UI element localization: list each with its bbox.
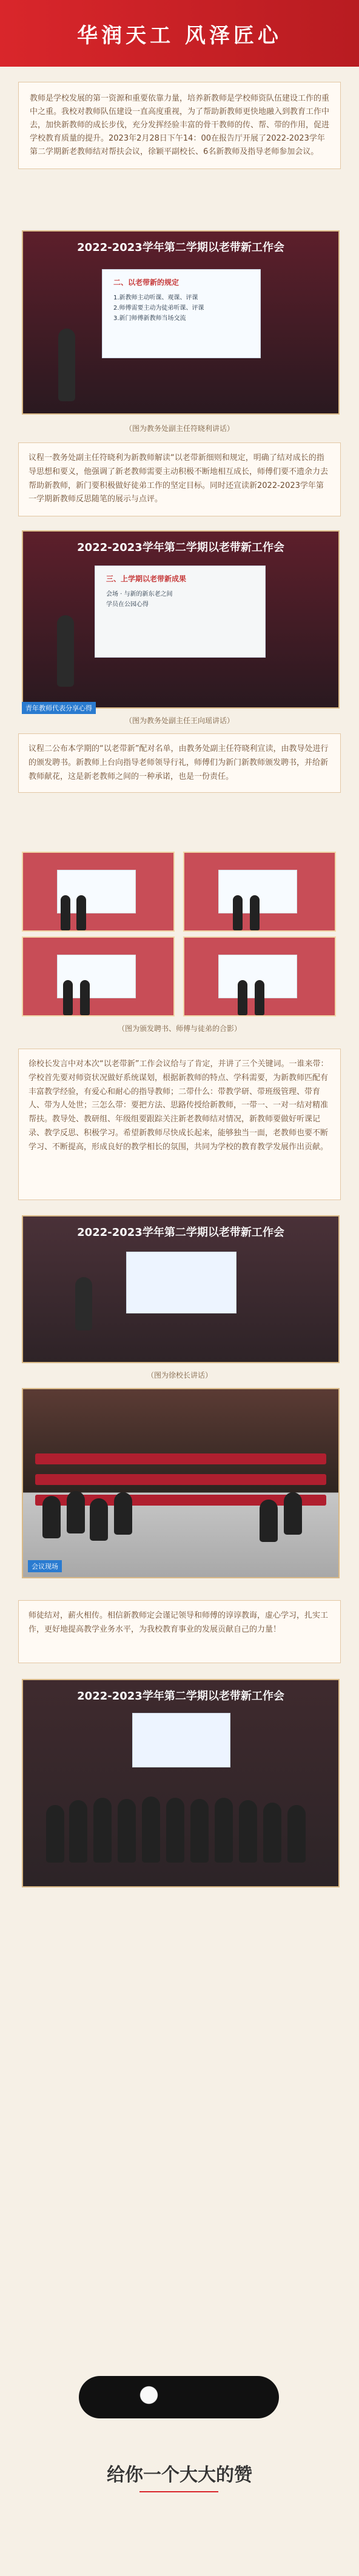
photo-1-line: 1.新教师主动听课、观课、评课	[113, 295, 198, 301]
group-member	[142, 1797, 160, 1863]
grid-person	[250, 895, 260, 930]
group-member	[263, 1803, 281, 1863]
photo-2-banner: 2022-2023学年第二学期以老带新工作会	[77, 541, 284, 554]
closing-text: 师徒结对，薪火相传。相信新教师定会谨记领导和师傅的谆谆教诲，虚心学习，扎实工作，更好地提高教学业务水平，为我校教育事业的发展贡献自己的力量！	[29, 1611, 329, 1634]
photo-1-line: 3.新门师傅新教师当场交流	[113, 315, 186, 322]
speech-screen	[126, 1252, 237, 1313]
intro-text: 教师是学校发展的第一资源和重要依靠力量，培养新教师是学校师资队伍建设工作的重中之重。我校对教师队伍建设一直高度重视，为了帮助新教师更快地融入到教育工作中去，加快新教师的成长步伐，充分发挥经验丰富的骨干教师的传、帮、带的作用，促进学校教育质量的提升。2023年2月28日下午14：00在报告厅开展了2022-2023学年第二学期新老教师结对帮扶会议，徐颖平副校长、6名新教师及指导老师参加会议。	[30, 94, 330, 157]
group-member	[215, 1798, 233, 1863]
attendee	[42, 1496, 61, 1538]
group-member	[46, 1805, 64, 1863]
footer-text: 给你一个大大的赞	[107, 2464, 252, 2486]
grid-person	[80, 980, 90, 1015]
group-photo	[22, 1679, 340, 1887]
photo-1-screen-lines	[113, 293, 204, 324]
photo-2-line: 会场 · 与新的新东老之间	[106, 591, 173, 598]
cartoon-image	[79, 2376, 279, 2418]
photo-1-line: 2.师傅需要主动为徒弟听课、评课	[113, 305, 204, 312]
photo-2-tag: 青年教师代表分享心得	[22, 702, 96, 714]
speaker-figure	[57, 615, 74, 687]
group-member	[93, 1798, 112, 1863]
grid-photo	[22, 936, 175, 1016]
attendee	[260, 1500, 278, 1542]
grid-photo	[22, 852, 175, 932]
attendee	[67, 1491, 85, 1533]
speech-text: 徐校长发言中对本次“以老带新”工作会议给与了肯定，并讲了三个关键词。一谁来带：学校首先要对师资状况做好系统谋划，根据新教师的特点、学科需要，为新教师匹配有丰富教学经验，有爱心和耐心的指导教师；二带什么：带教学研、带班级管理、带育人、带为人处世；三怎么带：要把方法、思路传授给新教师，一带一、一对一结对精准帮扶。教导处、教研组、年级组要跟踪关注新老教师结对情况，新教师要做好听课记录、教学反思、积极学习。希望新教师尽快成长起来，能够独当一面，老教师也要不断学习、不断提高，形成良好的教学相长的氛围，共同为学校的教育教学发展作出贡献。	[29, 1059, 329, 1152]
photo-2-caption: （图为教务处副主任王向瑶讲话）	[124, 716, 234, 725]
seat-row	[35, 1453, 326, 1464]
speaker-figure	[75, 1277, 92, 1330]
intro-box	[18, 82, 341, 169]
block-3-text: 议程二公布本学期的“以老带新”配对名单，由教务处副主任符晓利宣读，由教导处进行的颁发聘书。新教师上台向指导老师领导行礼，师傅们为新门新教师颁发聘书，并给新教师献花，这是新老教师之间的一种承诺，也是一份责任。	[29, 744, 329, 781]
group-member	[118, 1799, 136, 1863]
attendee	[114, 1492, 132, 1535]
page-header	[0, 0, 359, 67]
attendee	[284, 1492, 302, 1535]
photo-2-screen-lines	[106, 589, 173, 610]
grid-person	[255, 980, 264, 1015]
speaker-figure	[58, 329, 75, 401]
photo-1-caption: （图为教务处副主任符晓利讲话）	[124, 424, 234, 433]
grid-photo	[183, 852, 336, 932]
group-member	[166, 1798, 184, 1863]
footer-underline	[139, 2491, 218, 2492]
speech-photo	[22, 1215, 340, 1363]
photo-2-line: 学员在公园心得	[106, 601, 149, 608]
speech-text-box	[18, 1049, 341, 1200]
group-member	[287, 1805, 306, 1863]
grid-photo	[183, 936, 336, 1016]
group-member	[190, 1799, 209, 1863]
block-3-text-box	[18, 733, 341, 793]
grid-person	[238, 980, 247, 1015]
grid-person	[61, 895, 70, 930]
photo-2-screen	[95, 566, 266, 658]
page-title: 华润天工 风泽匠心	[77, 23, 282, 48]
block-2-text-box	[18, 442, 341, 516]
grid-person	[233, 895, 243, 930]
speech-photo-banner: 2022-2023学年第二学期以老带新工作会	[77, 1226, 284, 1239]
photo-1-screen-title: 二、以老带新的规定	[113, 278, 180, 287]
photo-1-screen	[102, 269, 261, 358]
group-photo-banner: 2022-2023学年第二学期以老带新工作会	[77, 1690, 284, 1703]
closing-text-box	[18, 1600, 341, 1663]
block-2-text: 议程一教务处副主任符晓利为新教师解读“以老带新细则和规定，明确了结对成长的指导思想和要义，他强调了新老教师需要主动积极不断地相互成长，师傅们要不遗余力去帮助新教师，新门要积极做好徒弟工作的坚定目标。同时还宣读新2022-2023学年第一学期新教师反思随笔的展示与点评。	[29, 453, 329, 504]
speech-caption: （图为徐校长讲话）	[146, 1371, 212, 1380]
group-screen	[132, 1713, 230, 1767]
attendee	[90, 1498, 108, 1541]
photo-1-banner: 2022-2023学年第二学期以老带新工作会	[77, 241, 284, 254]
seat-row	[35, 1474, 326, 1485]
group-member	[239, 1800, 257, 1863]
grid-caption: （图为颁发聘书、师傅与徒弟的合影）	[117, 1024, 241, 1033]
photo-grid	[22, 852, 337, 1015]
grid-person	[76, 895, 86, 930]
photo-2	[22, 530, 340, 709]
photo-1	[22, 230, 340, 415]
photo-2-screen-title: 三、上学期以老带新成果	[106, 575, 187, 583]
room-label: 会议现场	[28, 1560, 62, 1572]
grid-person	[63, 980, 73, 1015]
group-member	[69, 1800, 87, 1863]
meeting-room-photo	[22, 1388, 340, 1578]
